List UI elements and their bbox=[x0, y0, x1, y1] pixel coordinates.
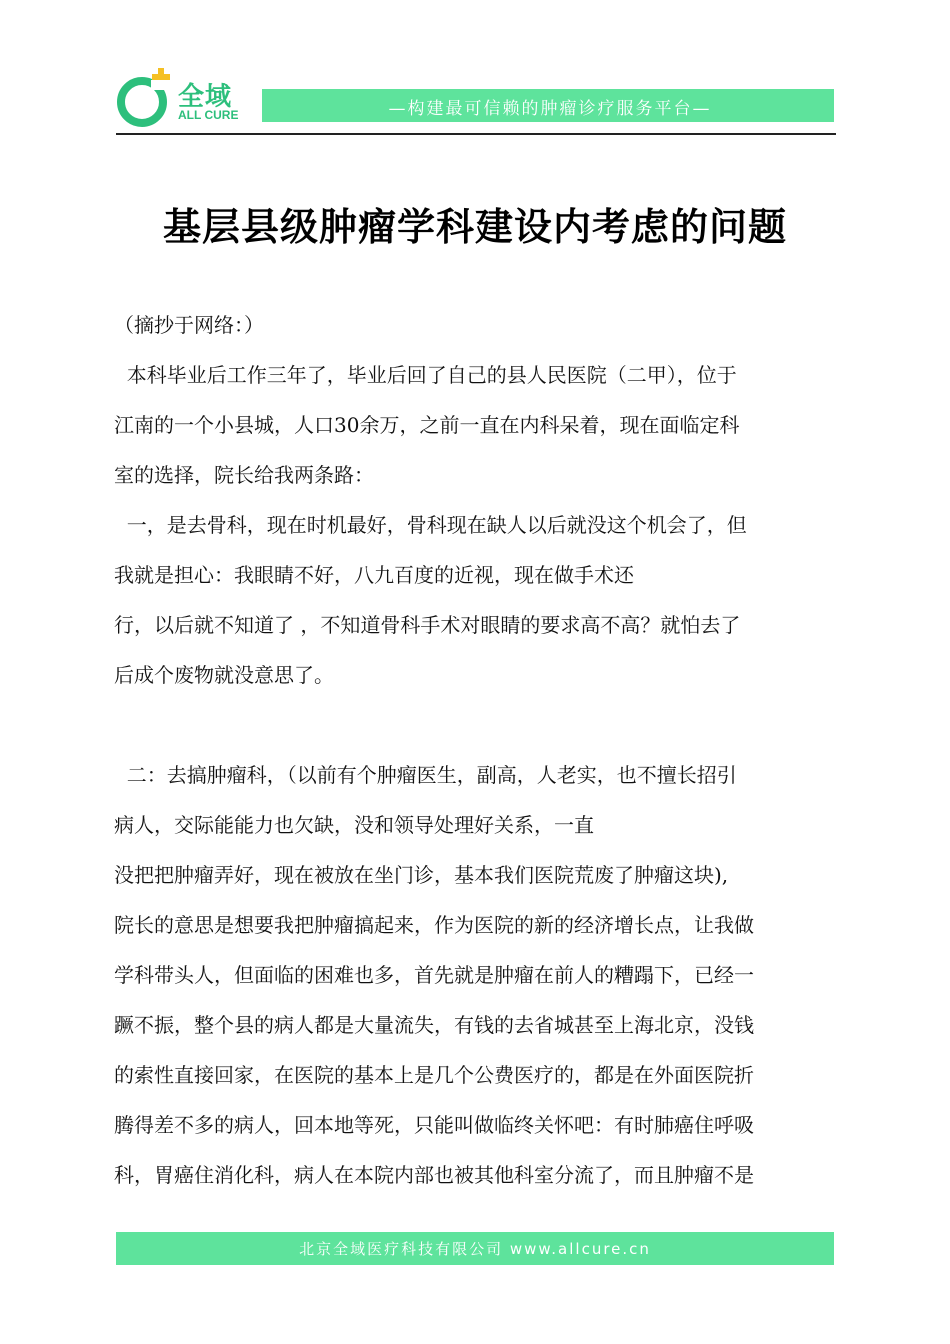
body-line: 二：去搞肿瘤科，（以前有个肿瘤医生，副高，人老实，也不擅长招引 bbox=[114, 763, 737, 787]
body-line: 一，是去骨科，现在时机最好，骨科现在缺人以后就没这个机会了，但 bbox=[114, 513, 747, 537]
slogan-text: —构建最可信赖的肿瘤诊疗服务平台— bbox=[388, 99, 712, 119]
body-line: 腾得差不多的病人，回本地等死，只能叫做临终关怀吧：有时肺癌住呼吸 bbox=[114, 1113, 754, 1137]
paragraph-gap bbox=[114, 700, 836, 750]
header-divider bbox=[116, 133, 836, 135]
body-line: 我就是担心：我眼睛不好，八九百度的近视，现在做手术还 bbox=[114, 563, 634, 587]
document-body bbox=[114, 300, 836, 1200]
body-line: 蹶不振，整个县的病人都是大量流失，有钱的去省城甚至上海北京，没钱 bbox=[114, 1013, 754, 1037]
document-title: 基层县级肿瘤学科建设内考虑的问题 bbox=[162, 205, 787, 249]
body-line: 没把把肿瘤弄好，现在被放在坐门诊，基本我们医院荒废了肿瘤这块), bbox=[114, 863, 729, 887]
logo-wordmark: 全域 bbox=[178, 82, 233, 112]
body-line: 后成个废物就没意思了。 bbox=[114, 663, 334, 687]
body-line: 江南的一个小县城，人口30余万，之前一直在内科呆着，现在面临定科 bbox=[114, 413, 740, 437]
body-line: 行，以后就不知道了 ，不知道骨科手术对眼睛的要求高不高？就怕去了 bbox=[114, 613, 741, 637]
body-line: 病人，交际能能力也欠缺，没和领导处理好关系，一直 bbox=[114, 813, 594, 837]
body-line: （摘抄于网络：） bbox=[114, 313, 264, 337]
allcure-logo bbox=[116, 66, 266, 132]
body-line: 的索性直接回家，在医院的基本上是几个公费医疗的，都是在外面医院折 bbox=[114, 1063, 754, 1087]
logo-ring-icon bbox=[116, 66, 176, 132]
body-line: 本科毕业后工作三年了，毕业后回了自己的县人民医院（二甲），位于 bbox=[114, 363, 737, 387]
body-line: 科，胃癌住消化科，病人在本院内部也被其他科室分流了，而且肿瘤不是 bbox=[114, 1163, 754, 1187]
body-line: 室的选择，院长给我两条路： bbox=[114, 463, 374, 487]
body-line: 学科带头人，但面临的困难也多，首先就是肿瘤在前人的糟蹋下，已经一 bbox=[114, 963, 754, 987]
page-header bbox=[0, 0, 950, 140]
footer-text: 北京全域医疗科技有限公司 www.allcure.cn bbox=[299, 1240, 651, 1258]
body-line: 院长的意思是想要我把肿瘤搞起来，作为医院的新的经济增长点，让我做 bbox=[114, 913, 754, 937]
logo-subtext: ALL CURE bbox=[178, 108, 239, 122]
